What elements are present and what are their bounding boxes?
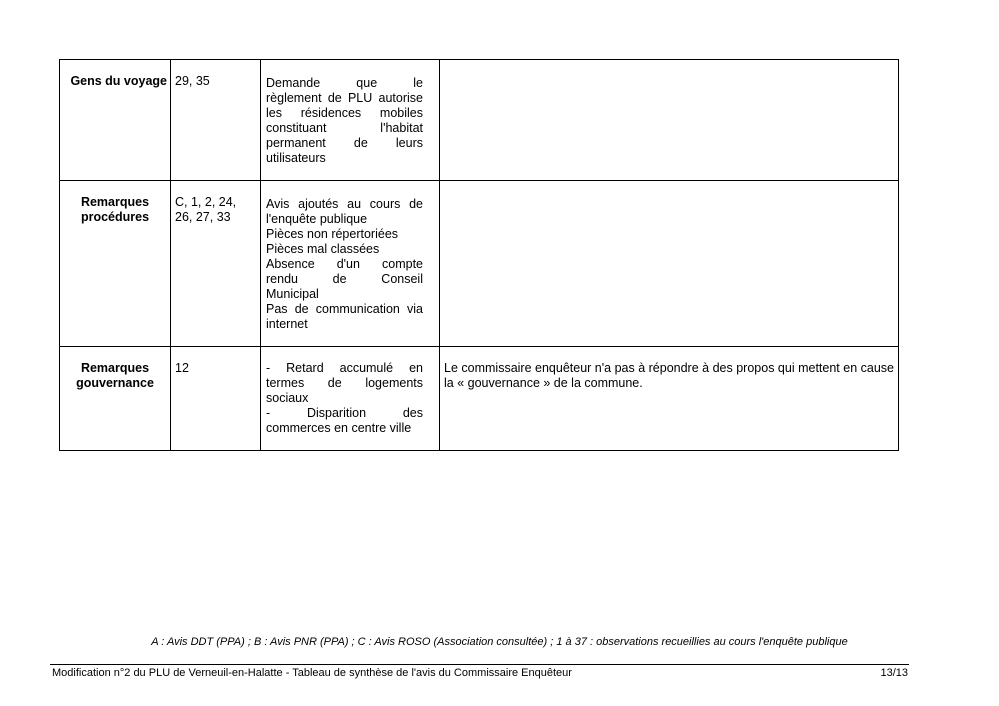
observation-line: règlement de PLU autorise	[266, 91, 423, 105]
refs-label: 29, 35	[175, 74, 210, 88]
table-row	[60, 347, 899, 451]
page-number: 13/13	[880, 667, 908, 679]
footer-document-title: Modification n°2 du PLU de Verneuil-en-Halatte - Tableau de synthèse de l'avis du Commissaire Enquêteur	[52, 667, 572, 679]
response-cell	[440, 181, 899, 347]
topic-label-line: Remarques	[80, 195, 150, 209]
response-text	[440, 60, 898, 74]
observation-line: Municipal	[266, 287, 319, 301]
refs-cell	[171, 181, 261, 347]
observation-cell	[261, 60, 440, 181]
topic-cell	[60, 181, 171, 347]
refs-cell	[171, 347, 261, 451]
observation-line: Pas de communication via	[266, 302, 423, 316]
response-text	[440, 181, 898, 195]
table-row	[60, 181, 899, 347]
observation-line: commerces en centre ville	[266, 421, 412, 435]
refs-label	[171, 181, 260, 225]
topic-label	[60, 347, 170, 391]
observation-line: termes de logements	[266, 376, 423, 390]
topic-cell	[60, 347, 171, 451]
refs-line: 26, 27, 33	[175, 210, 231, 224]
observation-line: internet	[266, 317, 308, 331]
observation-cell	[261, 181, 440, 347]
observation-line: sociaux	[266, 391, 309, 405]
observation-line: Avis ajoutés au cours de	[266, 197, 423, 211]
refs-label: 12	[175, 361, 189, 375]
observation-line: permanent de leurs	[266, 136, 423, 150]
observation-line: rendu de Conseil	[266, 272, 423, 286]
legend-footnote: A : Avis DDT (PPA) ; B : Avis PNR (PPA) ; C : Avis ROSO (Association consultée) ; 1 à 37 : observations recueillies au cours l'enquête publique	[151, 636, 848, 648]
topic-label-line: Remarques	[80, 361, 150, 375]
refs-line: C, 1, 2, 24,	[175, 195, 237, 209]
observation-line: Pièces mal classées	[266, 242, 380, 256]
topic-label	[60, 181, 170, 225]
observation-line: les résidences mobiles	[266, 106, 423, 120]
synthesis-table	[59, 59, 899, 451]
refs-cell	[171, 60, 261, 181]
observation-line: Absence d'un compte	[266, 257, 423, 271]
observation-line: Pièces non répertoriées	[266, 227, 399, 241]
topic-label-line: procédures	[80, 210, 150, 224]
observation-line: - Retard accumulé en	[266, 361, 423, 375]
observation-line: - Disparition des	[266, 406, 423, 420]
response-text: Le commissaire enquêteur n'a pas à répondre à des propos qui mettent en cause la « gouvernance » de la commune.	[444, 361, 894, 390]
table-row	[60, 60, 899, 181]
topic-label: Gens du voyage	[70, 74, 167, 88]
footer-divider	[50, 664, 909, 665]
observation-line: l'enquête publique	[266, 212, 368, 226]
topic-label-line: gouvernance	[76, 376, 154, 390]
response-cell	[440, 60, 899, 181]
observation-line: constituant l'habitat	[266, 121, 423, 135]
topic-cell	[60, 60, 171, 181]
observation-line: Demande que le	[266, 76, 423, 90]
response-cell	[440, 347, 899, 451]
observation-cell	[261, 347, 440, 451]
observation-line: utilisateurs	[266, 151, 326, 165]
